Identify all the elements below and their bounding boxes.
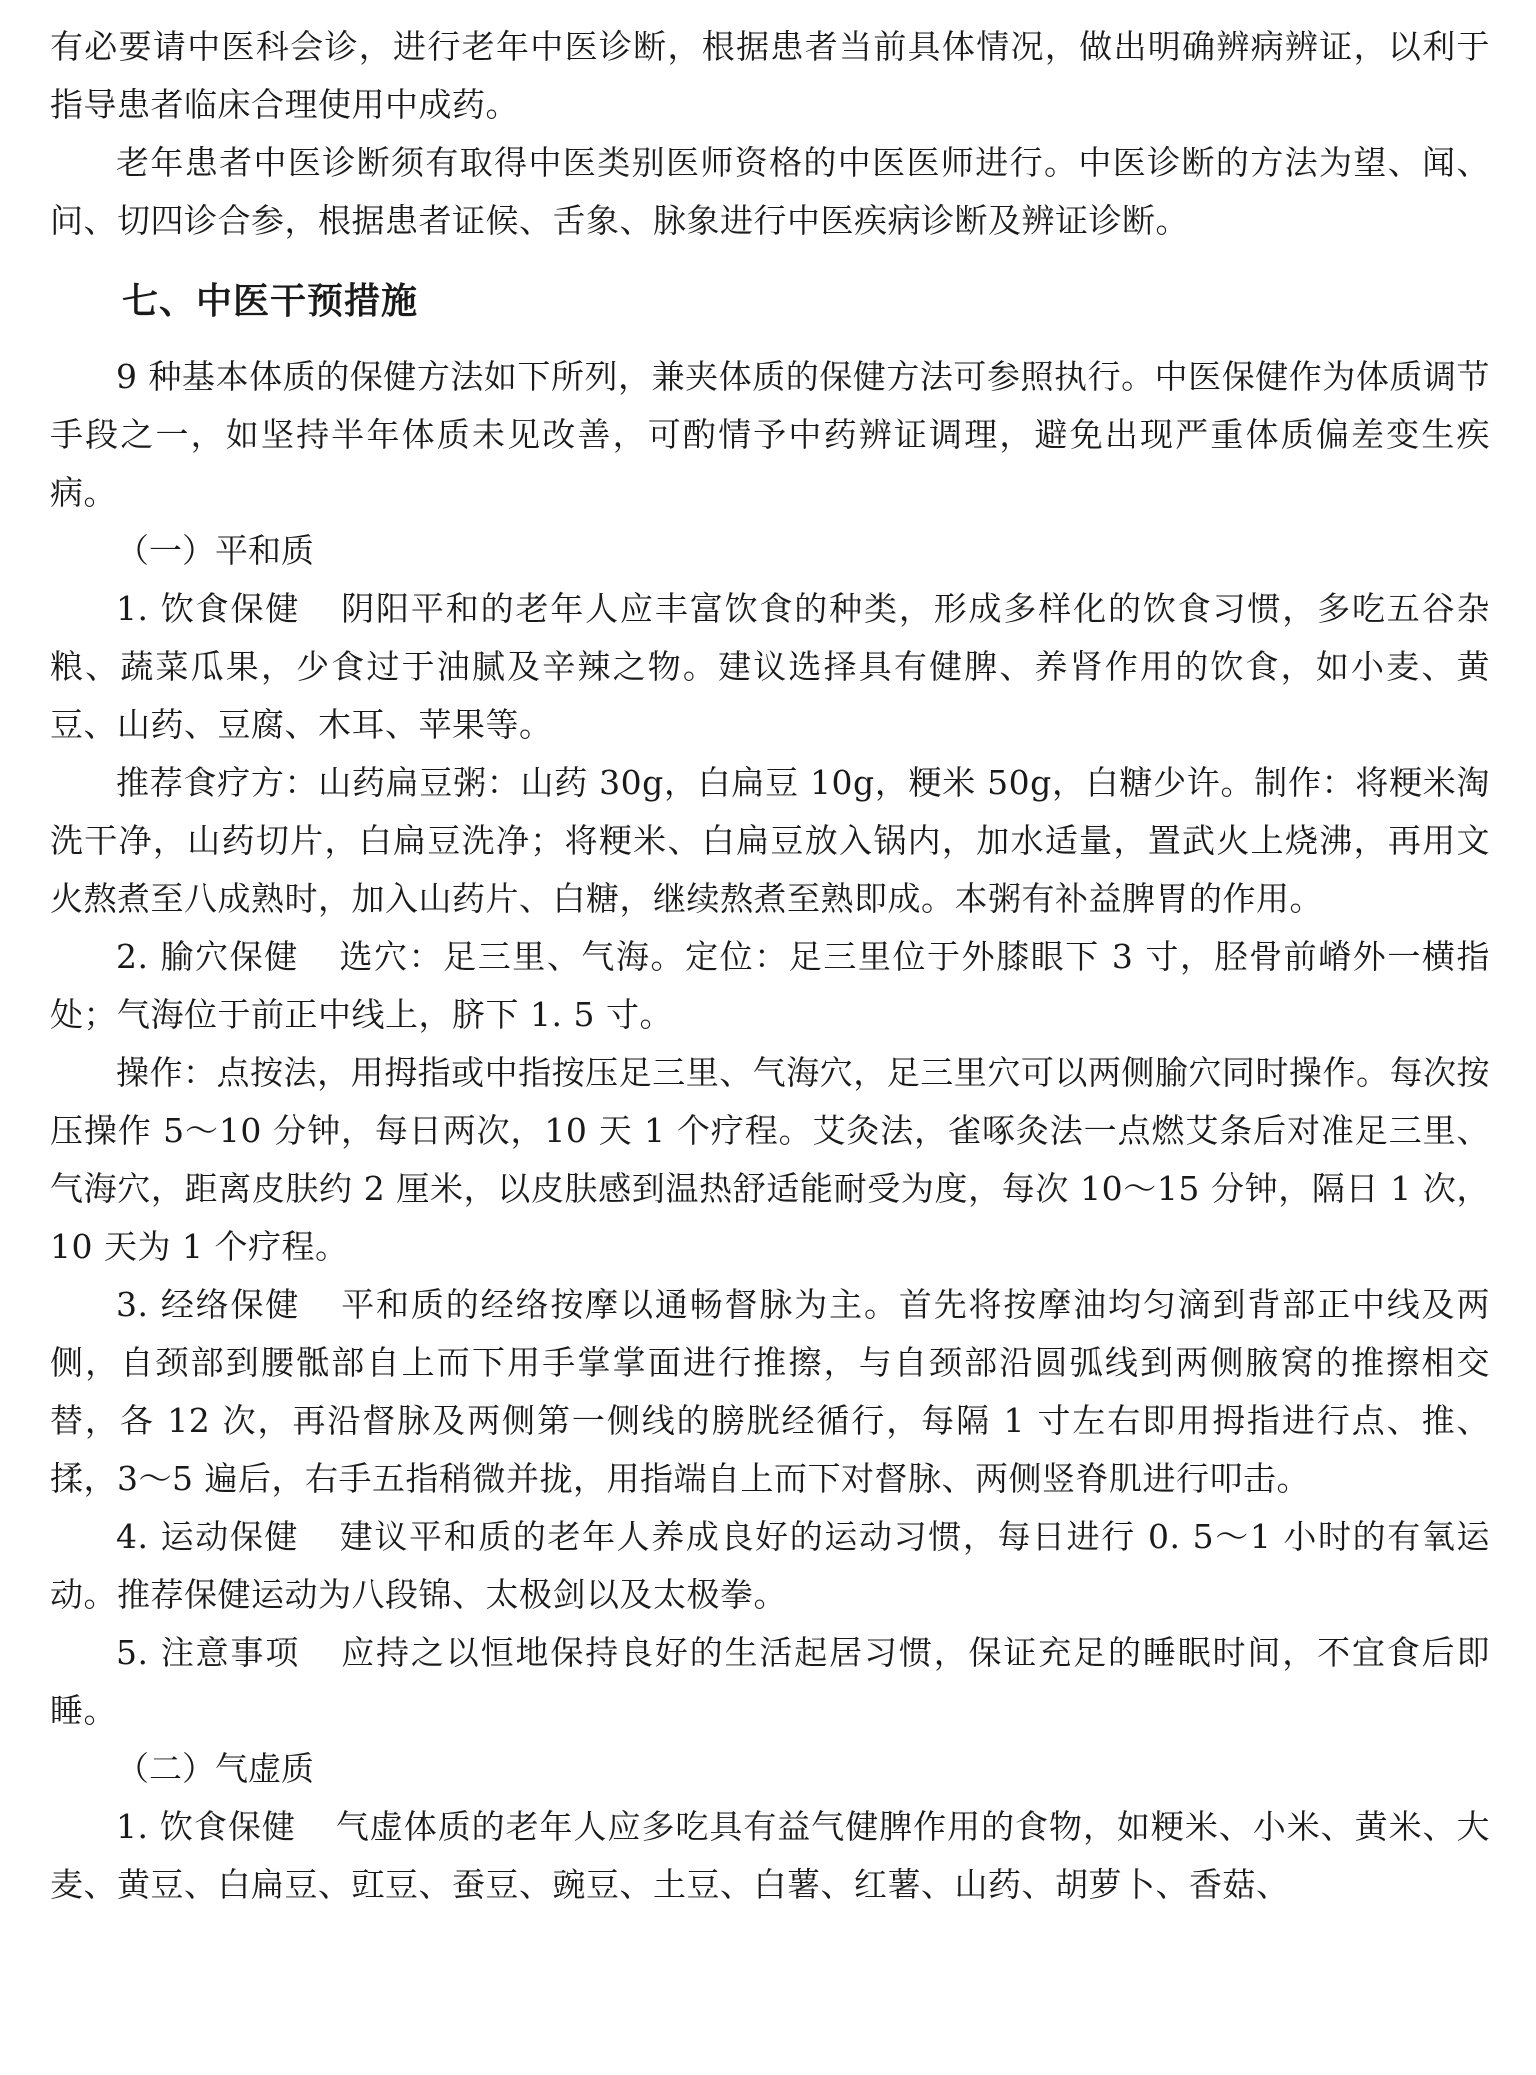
paragraph-text: 建议平和质的老年人养成良好的运动习惯，每日进行 0. 5～1 小时的有氧运动。推荐保健运动为八段锦、太极剑以及太极拳。 [50, 1517, 1490, 1614]
paragraph-text: 有必要请中医科会诊，进行老年中医诊断，根据患者当前具体情况，做出明确辨病辨证，以利于指导患者临床合理使用中成药。 [50, 27, 1490, 124]
paragraph [50, 348, 1490, 522]
paragraph-text: 应持之以恒地保持良好的生活起居习惯，保证充足的睡眠时间，不宜食后即睡。 [50, 1633, 1490, 1730]
paragraph [50, 1044, 1490, 1276]
paragraph-text: 老年患者中医诊断须有取得中医类别医师资格的中医医师进行。中医诊断的方法为望、闻、问、切四诊合参，根据患者证候、舌象、脉象进行中医疾病诊断及辨证诊断。 [50, 143, 1490, 240]
paragraph-lead: 2. 腧穴保健 [116, 937, 299, 976]
paragraph-text: 阴阳平和的老年人应丰富饮食的种类，形成多样化的饮食习惯，多吃五谷杂粮、蔬菜瓜果，少食过于油腻及辛辣之物。建议选择具有健脾、养肾作用的饮食，如小麦、黄豆、山药、豆腐、木耳、苹果等。 [50, 589, 1490, 744]
paragraph-lead: 1. 饮食保健 [116, 589, 301, 628]
section-heading: 七、中医干预措施 [122, 281, 419, 322]
paragraph [50, 580, 1490, 754]
paragraph [50, 928, 1490, 1044]
document-page [50, 18, 1490, 1914]
paragraph-text: 气虚体质的老年人应多吃具有益气健脾作用的食物，如粳米、小米、黄米、大麦、黄豆、白扁豆、豇豆、蚕豆、豌豆、土豆、白薯、红薯、山药、胡萝卜、香菇、 [50, 1807, 1490, 1904]
paragraph-text: 选穴：足三里、气海。定位：足三里位于外膝眼下 3 寸，胫骨前嵴外一横指处；气海位于前正中线上，脐下 1. 5 寸。 [50, 937, 1490, 1034]
paragraph-text: 9 种基本体质的保健方法如下所列，兼夹体质的保健方法可参照执行。中医保健作为体质调节手段之一，如坚持半年体质未见改善，可酌情予中药辨证调理，避免出现严重体质偏差变生疾病。 [50, 357, 1490, 512]
paragraph-lead: 4. 运动保健 [116, 1517, 300, 1556]
paragraph-lead: 5. 注意事项 [116, 1633, 301, 1672]
paragraph [50, 1624, 1490, 1740]
paragraph [50, 134, 1490, 250]
paragraph-lead: 1. 饮食保健 [116, 1807, 296, 1846]
paragraph-text: 推荐食疗方：山药扁豆粥：山药 30g，白扁豆 10g，粳米 50g，白糖少许。制作：将粳米淘洗干净，山药切片，白扁豆洗净；将粳米、白扁豆放入锅内，加水适量，置武火上烧沸，再用文火熬煮至八成熟时，加入山药片、白糖，继续熬煮至熟即成。本粥有补益脾胃的作用。 [50, 763, 1490, 918]
subsection-heading: （二）气虚质 [116, 1749, 314, 1788]
paragraph-text: 操作：点按法，用拇指或中指按压足三里、气海穴，足三里穴可以两侧腧穴同时操作。每次按压操作 5～10 分钟，每日两次，10 天 1 个疗程。艾灸法，雀啄灸法一点燃艾条后对准足三里、气海穴，距离皮肤约 2 厘米，以皮肤感到温热舒适能耐受为度，每次 10～15 分钟，隔日 1 次，10 天为 1 个疗程。 [50, 1053, 1490, 1266]
paragraph [50, 18, 1490, 134]
paragraph-text: 平和质的经络按摩以通畅督脉为主。首先将按摩油均匀滴到背部正中线及两侧，自颈部到腰骶部自上而下用手掌掌面进行推擦，与自颈部沿圆弧线到两侧腋窝的推擦相交替，各 12 次，再沿督脉及两侧第一侧线的膀胱经循行，每隔 1 寸左右即用拇指进行点、推、揉，3～5 遍后，右手五指稍微并拢，用指端自上而下对督脉、两侧竖脊肌进行叩击。 [50, 1285, 1490, 1498]
paragraph [50, 1276, 1490, 1508]
paragraph [50, 1798, 1490, 1914]
paragraph [50, 1508, 1490, 1624]
subsection-heading: （一）平和质 [116, 531, 314, 570]
paragraph-lead: 3. 经络保健 [116, 1285, 301, 1324]
paragraph [50, 754, 1490, 928]
